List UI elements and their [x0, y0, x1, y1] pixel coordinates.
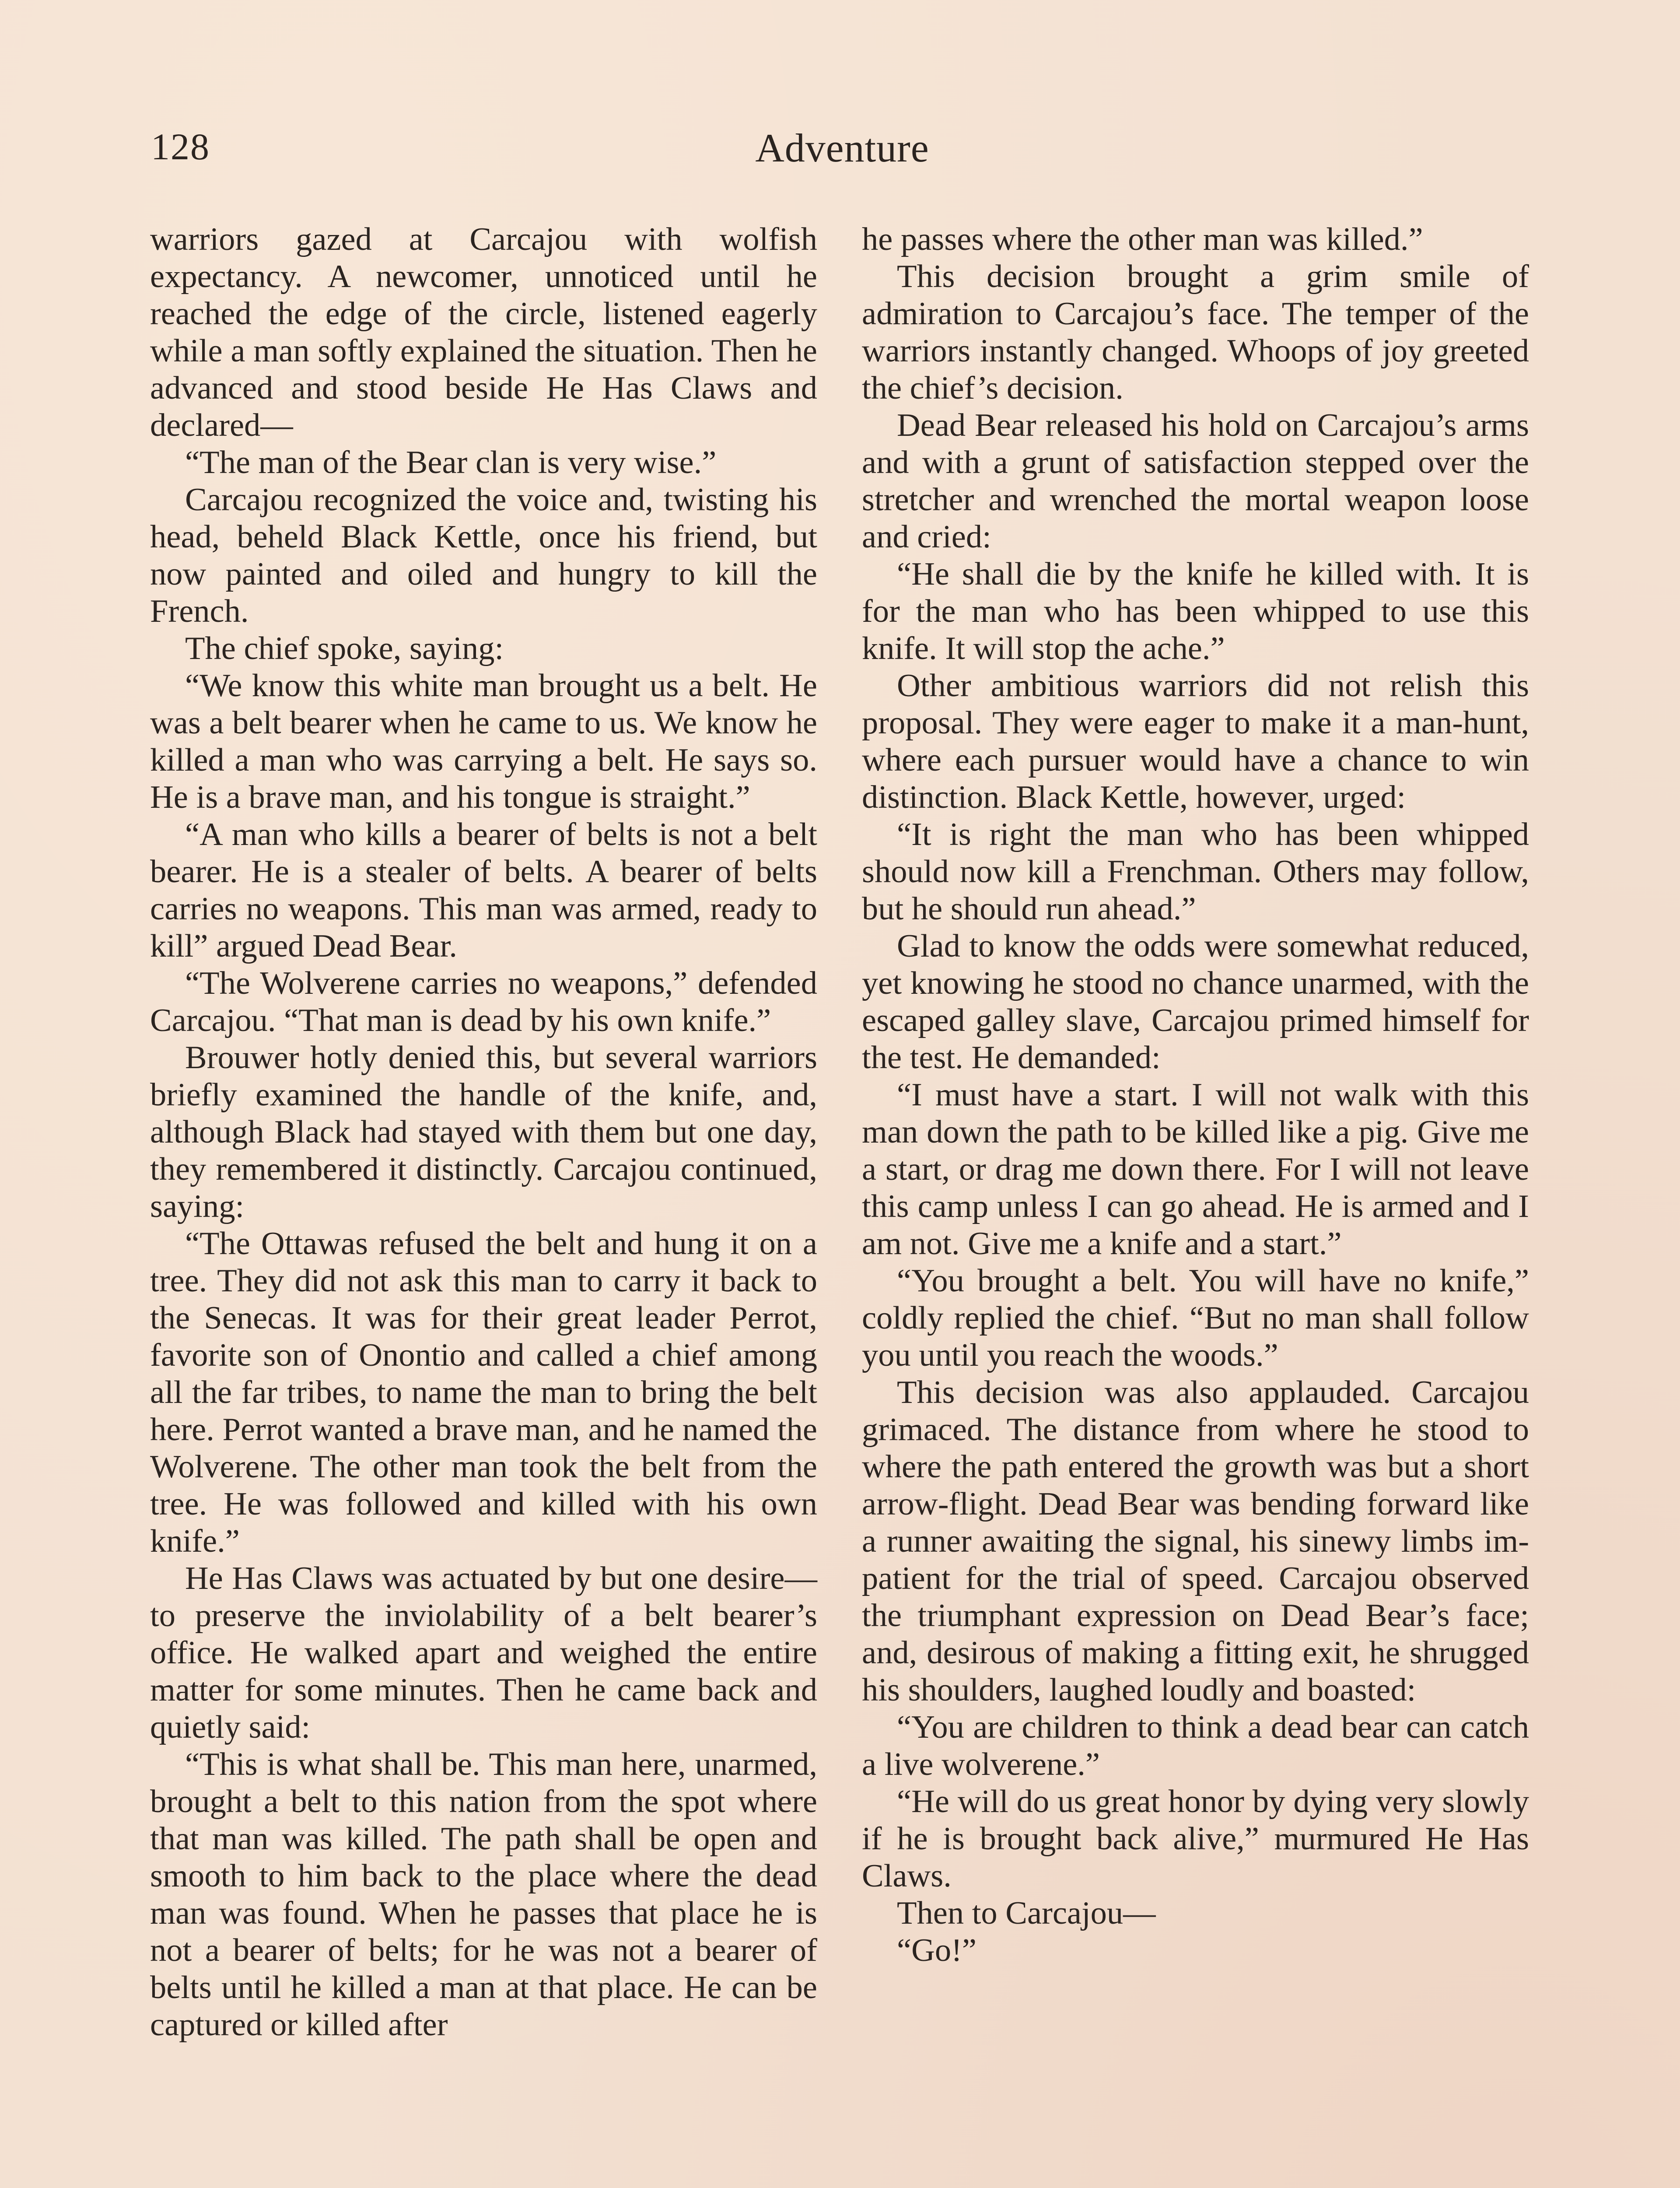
paragraph: he passes where the other man was killed.”: [862, 221, 1423, 257]
paragraph: “The Wolverene carries no weapons,” defended Carcajou. “That man is dead by his own knife.”: [150, 965, 817, 1038]
paragraph: “It is right the man who has been whipped should now kill a Frenchman. Others may follow, but he should run ahead.”: [862, 817, 1529, 927]
paragraph: “You brought a belt. You will have no knife,” coldly replied the chief. “But no man shall follow you until you reach the woods.”: [862, 1263, 1529, 1373]
paragraph: This decision was also applauded. Carcajou grimaced. The distance from where he stood to where the path entered the growth was but a short arrow-flight. Dead Bear was bending forward like a runner awaiting the signal, his sinewy limbs impatient for the trial of speed. Carcajou observed the triumphant expression on Dead Bear’s face; and, desirous of making a fitting exit, he shrugged his shoulders, laughed loudly and boasted:: [862, 1375, 1529, 1708]
paragraph: “You are children to think a dead bear can catch a live wolverene.”: [862, 1709, 1529, 1782]
paragraph: “We know this white man brought us a belt. He was a belt bearer when he came to us. We know he killed a man who was carrying a belt. He says so. He is a brave man, and his tongue is straight.”: [150, 668, 817, 815]
paragraph: Carcajou recognized the voice and, twisting his head, beheld Black Kettle, once his friend, but now painted and oiled and hungry to kill the French.: [150, 482, 817, 629]
left-column: [150, 221, 817, 2044]
paragraph: The chief spoke, saying:: [185, 631, 504, 666]
paragraph: warriors gazed at Carcajou with wolfish expectancy. A newcomer, unnoticed until he reached the edge of the circle, listened eagerly while a man softly explained the situation. Then he advanced and stood beside He Has Claws and declared—: [150, 221, 817, 443]
paragraph: “A man who kills a bearer of belts is not a belt bearer. He is a stealer of belts. A bearer of belts carries no weapons. This man was armed, ready to kill” argued Dead Bear.: [150, 817, 817, 964]
magazine-title: Adventure: [755, 126, 929, 170]
paragraph: Glad to know the odds were somewhat reduced, yet knowing he stood no chance unarmed, with the escaped galley slave, Carcajou primed himself for the test. He demanded:: [862, 928, 1529, 1076]
page-header: [151, 125, 1533, 182]
paragraph: “Go!”: [897, 1932, 976, 1968]
paragraph: “I must have a start. I will not walk with this man down the path to be killed like a pig. Give me a start, or drag me down there. For I will not leave this camp unless I can go ahead. He is armed and I am not. Give me a knife and a start.”: [862, 1077, 1529, 1262]
right-column: [862, 221, 1529, 1969]
paragraph: Other ambitious warriors did not relish this proposal. They were eager to make it a man-hunt, where each pursuer would have a chance to win distinction. Black Kettle, however, urged:: [862, 668, 1529, 815]
paragraph: “The Ottawas refused the belt and hung it on a tree. They did not ask this man to carry it back to the Senecas. It was for their great leader Perrot, favorite son of Onontio and called a chief among all the far tribes, to name the man to bring the belt here. Perrot wanted a brave man, and he named the Wolverene. The other man took the belt from the tree. He was followed and killed with his own knife.”: [150, 1226, 817, 1559]
page-number: 128: [151, 126, 210, 168]
paragraph: He Has Claws was actuated by but one desire—to preserve the inviolability of a belt bearer’s office. He walked apart and weighed the entire matter for some minutes. Then he came back and quietly said:: [150, 1560, 817, 1745]
paragraph: “He will do us great honor by dying very slowly if he is brought back alive,” murmured He Has Claws.: [862, 1784, 1529, 1894]
paragraph: Then to Carcajou—: [897, 1895, 1156, 1931]
paragraph: “The man of the Bear clan is very wise.”: [185, 445, 717, 480]
paragraph: Dead Bear released his hold on Carcajou’s arms and with a grunt of satisfaction stepped over the stretcher and wrenched the mortal weapon loose and cried:: [862, 407, 1529, 555]
paragraph: Brouwer hotly denied this, but several warriors briefly examined the handle of the knife, and, although Black had stayed with them but one day, they remembered it distinctly. Carcajou continued, saying:: [150, 1040, 817, 1224]
paragraph: “This is what shall be. This man here, unarmed, brought a belt to this nation from the spot where that man was killed. The path shall be open and smooth to him back to the place where the dead man was found. When he passes that place he is not a bearer of belts; for he was not a bearer of belts until he killed a man at that place. He can be captured or killed after: [150, 1746, 817, 2043]
paragraph: This decision brought a grim smile of admiration to Carcajou’s face. The temper of the warriors instantly changed. Whoops of joy greeted the chief’s decision.: [862, 259, 1529, 406]
paragraph: “He shall die by the knife he killed with. It is for the man who has been whipped to use this knife. It will stop the ache.”: [862, 556, 1529, 666]
